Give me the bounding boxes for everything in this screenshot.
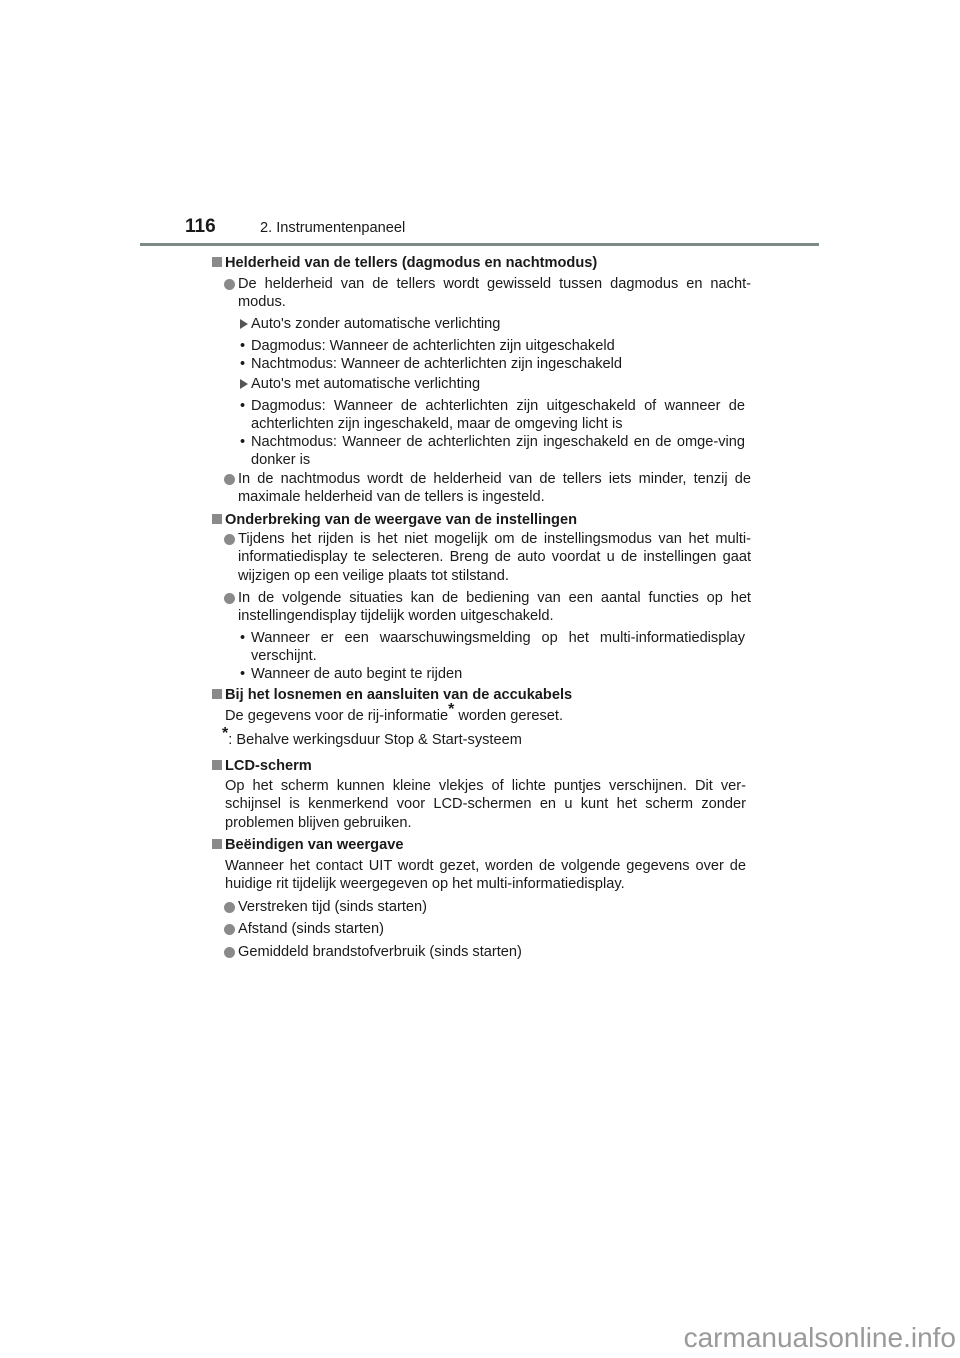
circle-bullet-icon [224,279,235,290]
list-item: • Dagmodus: Wanneer de achterlichten zijn uitgeschakeld [240,338,615,354]
header-rule [140,243,819,246]
watermark: carmanualsonline.info [683,1322,956,1353]
square-bullet-icon [212,689,222,699]
square-bullet-icon [212,257,222,267]
bullet-item: Gemiddeld brandstofverbruik (sinds starten) [238,943,522,961]
paragraph: Op het scherm kunnen kleine vlekjes of lichte puntjes verschijnen. Dit ver-schijnsel is kenmerkend voor LCD-schermen en u kunt het scherm zonder problemen blijven gebruiken. [225,778,746,831]
circle-bullet-icon [224,902,235,913]
paragraph: De gegevens voor de rij-informatie* worden gereset. [225,701,564,724]
heading-interruption: Onderbreking van de weergave van de instellingen [212,511,577,529]
sub-heading: Auto's met automatische verlichting [251,375,480,393]
bullet-item: Afstand (sinds starten) [238,920,384,938]
heading-lcd: LCD-scherm [212,757,312,775]
heading-end-display: Beëindigen van weergave [212,836,403,854]
circle-bullet-icon [224,593,235,604]
circle-bullet-icon [224,947,235,958]
heading-battery: Bij het losnemen en aansluiten van de accukabels [212,686,572,704]
list-item: • Nachtmodus: Wanneer de achterlichten zijn ingeschakeld en de omge-ving donker is [240,434,745,469]
square-bullet-icon [212,760,222,770]
circle-bullet-icon [224,474,235,485]
sub-heading: Auto's zonder automatische verlichting [251,315,500,333]
square-bullet-icon [212,514,222,524]
list-item: • Nachtmodus: Wanneer de achterlichten zijn ingeschakeld [240,356,622,372]
triangle-arrow-icon [240,379,248,389]
page-number: 116 [185,216,216,237]
circle-bullet-icon [224,534,235,545]
list-item: • Wanneer de auto begint te rijden [240,666,463,682]
footnote: *: Behalve werkingsduur Stop & Start-systeem [222,725,522,748]
circle-bullet-icon [224,924,235,935]
bullet-item: Verstreken tijd (sinds starten) [238,898,427,916]
section-title: 2. Instrumentenpaneel [260,220,406,236]
heading-brightness: Helderheid van de tellers (dagmodus en nachtmodus) [212,254,597,272]
paragraph: Wanneer het contact UIT wordt gezet, worden de volgende gegevens over de huidige rit tijdelijk weergegeven op het multi-informatiedisplay. [225,858,746,893]
triangle-arrow-icon [240,319,248,329]
list-item: • Dagmodus: Wanneer de achterlichten zijn uitgeschakeld of wanneer de achterlichten zijn ingeschakeld, maar de omgeving licht is [240,398,745,433]
bullet-paragraph: In de nachtmodus wordt de helderheid van de tellers iets minder, tenzij de maximale helderheid van de tellers is ingesteld. [238,470,751,507]
bullet-paragraph: De helderheid van de tellers wordt gewisseld tussen dagmodus en nacht-modus. [238,275,751,312]
bullet-paragraph: In de volgende situaties kan de bediening van een aantal functies op het instellingendisplay tijdelijk worden uitgeschakeld. [238,589,751,626]
bullet-paragraph: Tijdens het rijden is het niet mogelijk om de instellingsmodus van het multi-informatiedisplay te selecteren. Breng de auto voordat u de instellingen gaat wijzigen op een veilige plaats tot stilstand. [238,530,751,585]
list-item: • Wanneer er een waarschuwingsmelding op het multi-informatiedisplay verschijnt. [240,630,745,665]
square-bullet-icon [212,839,222,849]
